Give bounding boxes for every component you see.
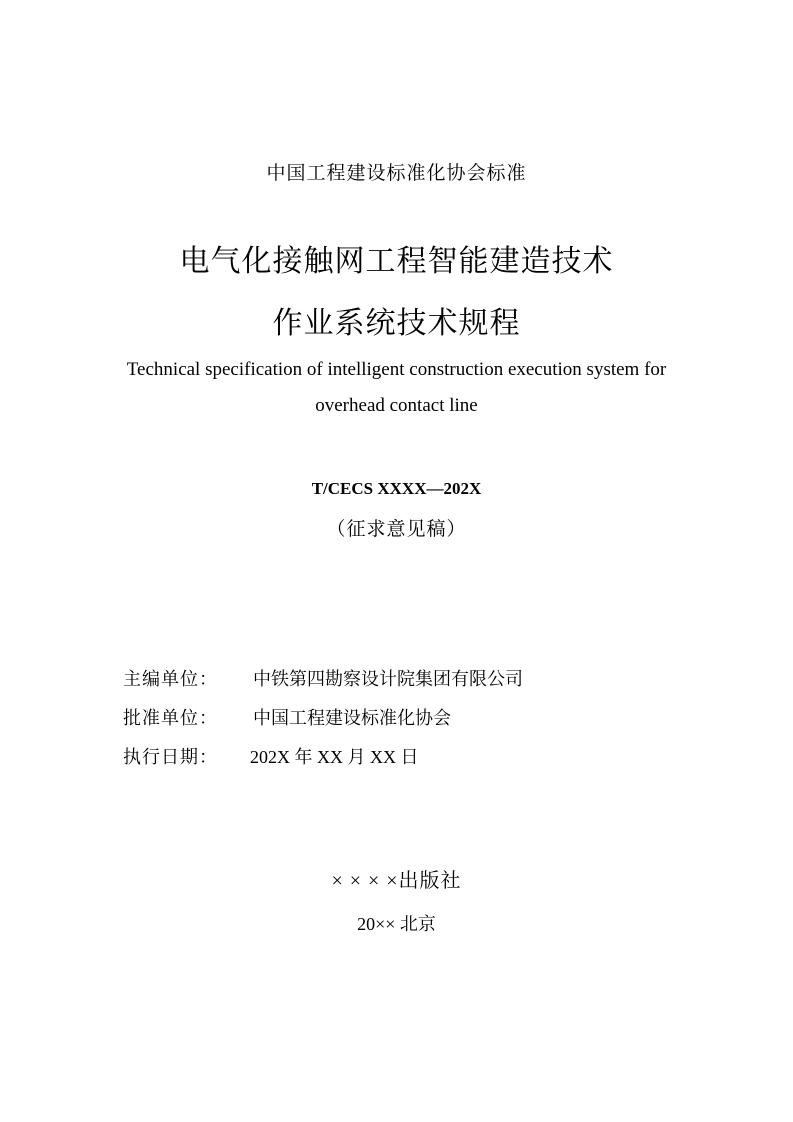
standard-number: T/CECS XXXX—202X bbox=[311, 479, 482, 498]
organization-standard-heading: 中国工程建设标准化协会标准 bbox=[266, 162, 527, 184]
editor-label: 主编单位： bbox=[123, 669, 218, 689]
editor-value: 中铁第四勘察设计院集团有限公司 bbox=[253, 669, 523, 689]
publisher-name: × × × ×出版社 bbox=[331, 870, 462, 892]
publication-year-place: 20×× 北京 bbox=[357, 914, 436, 934]
date-value: 202X 年 XX 月 XX 日 bbox=[250, 747, 419, 767]
date-label: 执行日期： bbox=[123, 747, 218, 767]
english-title-line-1: Technical specification of intelligent construction execution system for bbox=[126, 359, 667, 380]
draft-status-label: （征求意见稿） bbox=[326, 519, 467, 540]
approver-value: 中国工程建设标准化协会 bbox=[253, 708, 451, 728]
approver-label: 批准单位： bbox=[123, 708, 218, 728]
english-title-line-2: overhead contact line bbox=[315, 395, 478, 416]
document-title-line-2: 作业系统技术规程 bbox=[272, 306, 521, 341]
document-title-line-1: 电气化接触网工程智能建造技术 bbox=[179, 244, 614, 279]
